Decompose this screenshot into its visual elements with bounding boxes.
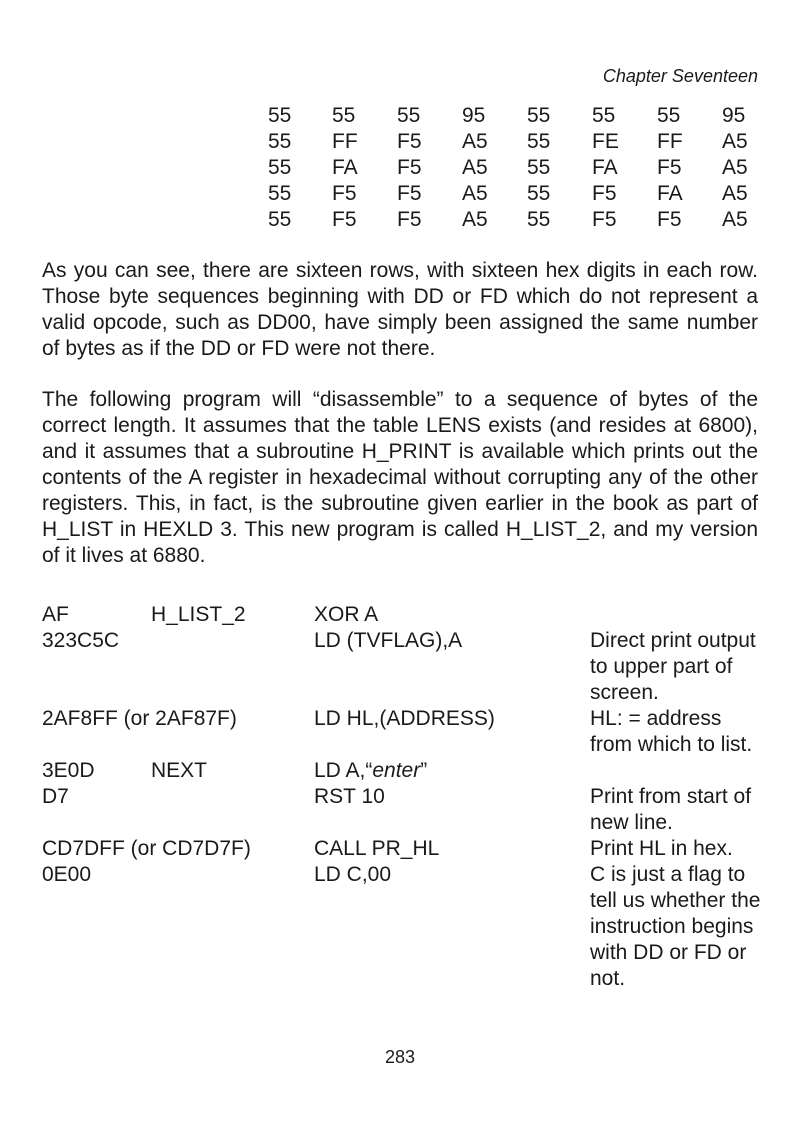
listing-instruction-italic: enter	[372, 759, 421, 782]
listing-code: CD7DFF (or CD7D7F)	[42, 837, 251, 860]
listing-code: 0E00	[42, 863, 92, 886]
hex-table-cell: F5	[332, 182, 357, 205]
hex-table-cell: 55	[527, 130, 551, 153]
hex-table-cell: F5	[397, 156, 422, 179]
hex-table-cell: A5	[722, 130, 748, 153]
hex-table-cell: FA	[592, 156, 618, 179]
hex-table-cell: 55	[268, 130, 292, 153]
hex-table-cell: F5	[397, 130, 422, 153]
listing-row	[42, 836, 762, 862]
hex-byte-table	[268, 103, 764, 233]
listing-code: AF	[42, 603, 69, 626]
hex-table-cell: A5	[462, 182, 488, 205]
hex-table-cell: 95	[462, 104, 486, 127]
hex-table-row	[268, 207, 764, 233]
hex-table-cell: 55	[268, 156, 292, 179]
hex-table-cell: A5	[462, 156, 488, 179]
hex-table-cell: 55	[397, 104, 421, 127]
assembly-listing	[42, 602, 762, 992]
hex-table-cell: 55	[527, 156, 551, 179]
listing-row	[42, 758, 762, 784]
listing-row	[42, 602, 762, 628]
listing-comment: Direct print output to upper part of screen.	[590, 629, 756, 704]
paragraph-1: As you can see, there are sixteen rows, with sixteen hex digits in each row. Those byte sequences beginning with DD or FD which do not represent a valid opcode, such as DD00, have simply been assigned the same number of bytes as if the DD or FD were not there.	[42, 259, 758, 360]
listing-code: 3E0D	[42, 759, 95, 782]
listing-code: 2AF8FF (or 2AF87F)	[42, 707, 237, 730]
running-head: Chapter Seventeen	[602, 66, 758, 86]
hex-table-cell: F5	[657, 156, 682, 179]
listing-row	[42, 628, 762, 706]
paragraph-2: The following program will “disassemble” to a sequence of bytes of the correct length. It assumes that the table LENS exists (and resides at 6800), and it assumes that a subroutine H_PRINT is available which prints out the contents of the A register in hexadecimal without corrupting any of the other registers. This, in fact, is the subroutine given earlier in the book as part of H_LIST in HEXLD 3. This new program is called H_LIST_2, and my version of it lives at 6880.	[42, 388, 758, 567]
hex-table-cell: FF	[332, 130, 358, 153]
hex-table-cell: 55	[268, 182, 292, 205]
listing-instruction-suffix: ”	[420, 759, 428, 782]
listing-instruction-prefix: LD A,“	[314, 759, 373, 782]
hex-table-cell: A5	[462, 208, 488, 231]
hex-table-row	[268, 181, 764, 207]
listing-row	[42, 706, 762, 758]
listing-instruction: LD (TVFLAG),A	[314, 629, 463, 652]
listing-comment: Print HL in hex.	[590, 837, 733, 860]
listing-instruction	[314, 758, 427, 784]
hex-table-cell: FE	[592, 130, 619, 153]
listing-comment: C is just a flag to tell us whether the instruction begins with DD or FD or not.	[590, 863, 761, 990]
listing-instruction: RST 10	[314, 785, 385, 808]
hex-table-cell: 55	[527, 182, 551, 205]
hex-table-cell: F5	[332, 208, 357, 231]
listing-instruction: LD HL,(ADDRESS)	[314, 707, 495, 730]
page-number: 283	[384, 1047, 416, 1067]
listing-instruction: LD C,00	[314, 863, 392, 886]
hex-table-cell: F5	[592, 208, 617, 231]
hex-table-cell: 55	[657, 104, 681, 127]
hex-table-cell: 55	[332, 104, 356, 127]
hex-table-cell: 95	[722, 104, 746, 127]
hex-table-row	[268, 103, 764, 129]
listing-code: D7	[42, 785, 69, 808]
hex-table-cell: FA	[332, 156, 358, 179]
hex-table-cell: FA	[657, 182, 683, 205]
hex-table-cell: FF	[657, 130, 683, 153]
listing-comment: HL: = address from which to list.	[590, 707, 753, 756]
hex-table-cell: 55	[268, 208, 292, 231]
hex-table-cell: 55	[592, 104, 616, 127]
hex-table-row	[268, 155, 764, 181]
hex-table-cell: 55	[527, 104, 551, 127]
hex-table-cell: F5	[397, 182, 422, 205]
listing-label: NEXT	[151, 759, 208, 782]
hex-table-cell: A5	[722, 182, 748, 205]
listing-label: H_LIST_2	[151, 603, 246, 626]
hex-table-cell: 55	[527, 208, 551, 231]
hex-table-cell: F5	[397, 208, 422, 231]
listing-row	[42, 862, 762, 992]
hex-table-cell: A5	[462, 130, 488, 153]
hex-table-cell: A5	[722, 208, 748, 231]
listing-code: 323C5C	[42, 629, 120, 652]
hex-table-row	[268, 129, 764, 155]
hex-table-cell: A5	[722, 156, 748, 179]
hex-table-cell: 55	[268, 104, 292, 127]
listing-comment: Print from start of new line.	[590, 785, 752, 834]
listing-row	[42, 784, 762, 836]
listing-instruction: CALL PR_HL	[314, 837, 440, 860]
hex-table-cell: F5	[657, 208, 682, 231]
hex-table-cell: F5	[592, 182, 617, 205]
listing-instruction: XOR A	[314, 603, 379, 626]
